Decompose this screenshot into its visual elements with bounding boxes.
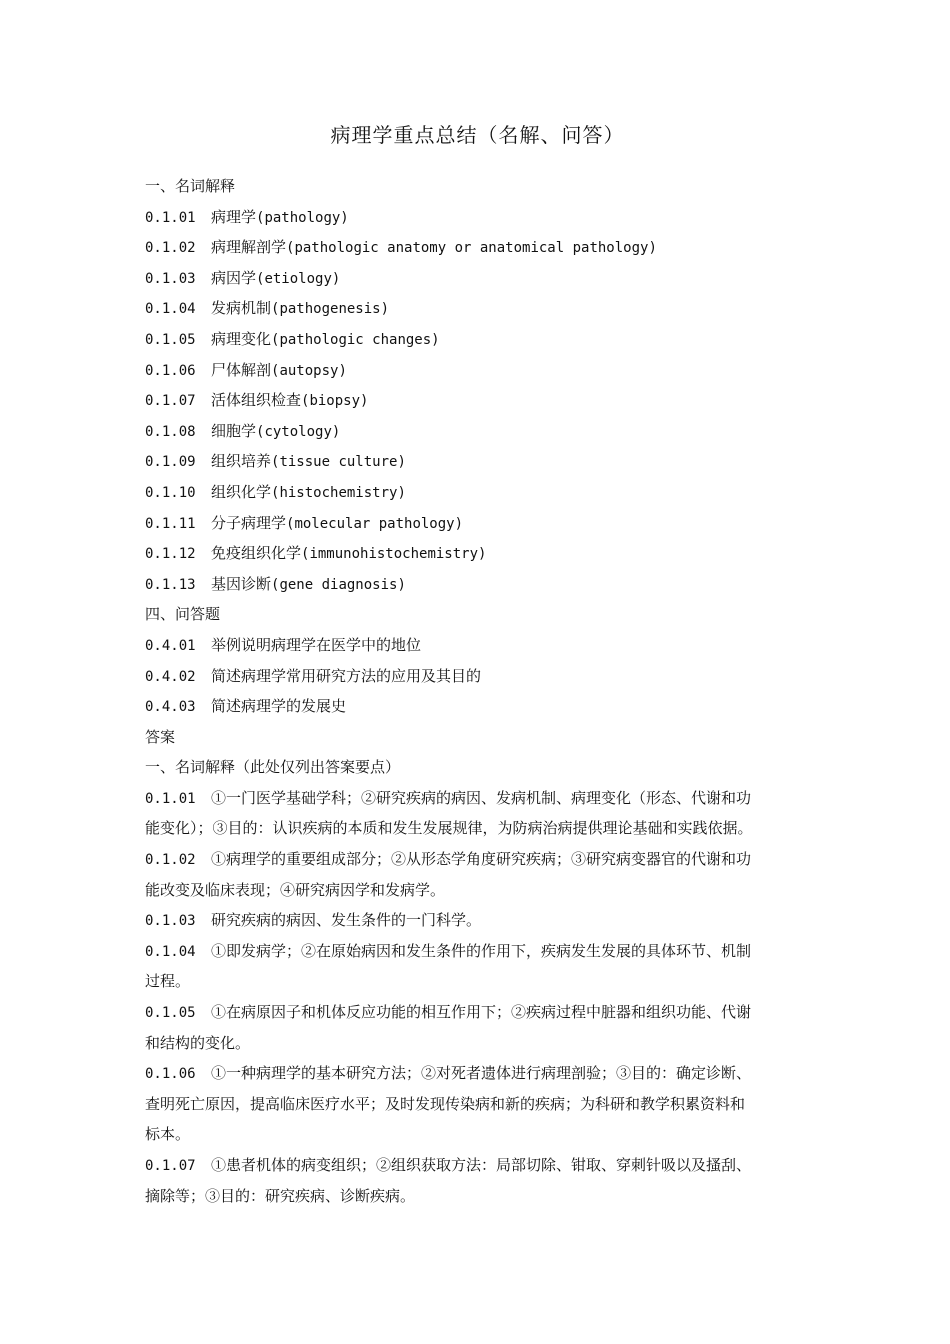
term-item: 0.1.08 细胞学(cytology) <box>145 421 341 440</box>
term-item: 0.1.11 分子病理学(molecular pathology) <box>145 513 464 532</box>
term-item: 0.1.05 病理变化(pathologic changes) <box>145 329 440 348</box>
term-item: 0.1.09 组织培养(tissue culture) <box>145 452 406 471</box>
answer-item: 0.1.03 研究疾病的病因、发生条件的一门科学。 <box>145 911 482 930</box>
answers-subheading: 一、名词解释（此处仅列出答案要点） <box>145 758 401 777</box>
section-heading-terms: 一、名词解释 <box>145 177 236 195</box>
term-item: 0.1.03 病因学(etiology) <box>145 268 341 287</box>
term-item: 0.1.04 发病机制(pathogenesis) <box>145 299 390 318</box>
answer-item: 0.1.04 ①即发病学；②在原始病因和发生条件的作用下，疾病发生发展的具体环节、机制 过程。 <box>145 941 752 991</box>
question-item: 0.4.01 举例说明病理学在医学中的地位 <box>145 635 422 654</box>
document-body <box>145 171 810 1211</box>
question-item: 0.4.03 简述病理学的发展史 <box>145 697 347 716</box>
term-item: 0.1.07 活体组织检查(biopsy) <box>145 391 369 410</box>
term-item: 0.1.12 免疫组织化学(immunohistochemistry) <box>145 544 487 563</box>
answer-item: 0.1.02 ①病理学的重要组成部分；②从形态学角度研究疾病；③研究病变器官的代谢和功 能改变及临床表现；④研究病因学和发病学。 <box>145 850 752 899</box>
term-item: 0.1.02 病理解剖学(pathologic anatomy or anatomical pathology) <box>145 238 657 257</box>
answer-item: 0.1.06 ①一种病理学的基本研究方法；②对死者遗体进行病理剖验；③目的：确定诊断、 查明死亡原因，提高临床医疗水平；及时发现传染病和新的疾病；为科研和教学积累资料和 标本。 <box>145 1064 752 1144</box>
answer-item: 0.1.05 ①在病原因子和机体反应功能的相互作用下；②疾病过程中脏器和组织功能、代谢 和结构的变化。 <box>145 1003 752 1052</box>
document-title: 病理学重点总结（名解、问答） <box>330 123 625 147</box>
answer-item: 0.1.01 ①一门医学基础学科；②研究疾病的病因、发病机制、病理变化（形态、代谢和功 能变化）；③目的：认识疾病的本质和发生发展规律，为防病治病提供理论基础和实践依据。 <box>145 788 753 838</box>
term-item: 0.1.01 病理学(pathology) <box>145 207 349 226</box>
answer-item: 0.1.07 ①患者机体的病变组织；②组织获取方法：局部切除、钳取、穿刺针吸以及搔刮、 摘除等；③目的：研究疾病、诊断疾病。 <box>145 1156 752 1205</box>
term-item: 0.1.06 尸体解剖(autopsy) <box>145 360 347 379</box>
term-item: 0.1.13 基因诊断(gene diagnosis) <box>145 574 406 593</box>
term-item: 0.1.10 组织化学(histochemistry) <box>145 482 406 501</box>
answers-heading: 答案 <box>145 727 176 746</box>
section-heading-questions: 四、问答题 <box>145 605 221 624</box>
question-item: 0.4.02 简述病理学常用研究方法的应用及其目的 <box>145 666 482 685</box>
